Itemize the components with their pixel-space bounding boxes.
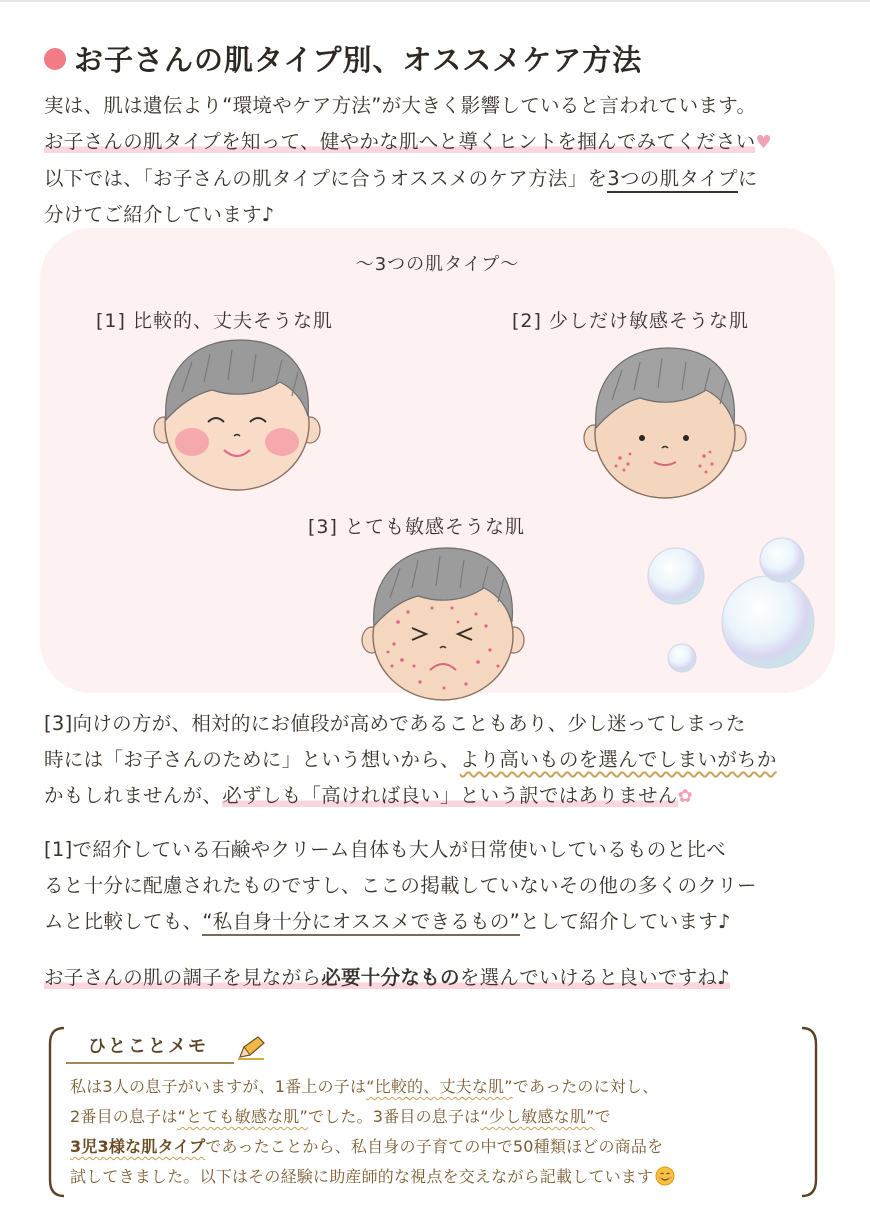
panel-title: ～3つの肌タイプ～ <box>355 254 520 275</box>
paragraph-conclusion <box>44 960 854 996</box>
child-face-sturdy-skin-illustration <box>152 332 322 492</box>
para2-line-1: [1]で紹介している石鹸やクリーム自体も大人が日常使いしているものと比べ <box>44 838 726 861</box>
intro-highlight: お子さんの肌タイプを知って、健やかな肌へと導くヒントを掴んでみてください <box>44 130 756 153</box>
pink-dot-icon <box>44 48 66 70</box>
smile-emoji-icon <box>655 1166 675 1186</box>
para1-line-1: [3]向けの方が、相対的にお値段が高めであることもあり、少し迷ってしまった <box>44 712 746 735</box>
flower-icon: ✿ <box>677 786 693 807</box>
paragraph-price-note <box>44 706 854 815</box>
memo-line-1: 私は3人の息子がいますが、1番上の子は“比較的、丈夫な肌”であったのに対し、 <box>70 1077 659 1096</box>
para1-line-2: 時には「お子さんのために」という想いから、より高いものを選んでしまいがちか <box>44 748 777 771</box>
page-title: お子さんの肌タイプ別、オススメケア方法 <box>74 43 643 77</box>
memo-line-4: 試してきました。以下はその経験に助産師的な視点を交えながら記載しています <box>70 1162 810 1192</box>
skin-type-1-label: [1] 比較的、丈夫そうな肌 <box>96 310 333 332</box>
memo-title: ひとことメモ <box>66 1032 234 1064</box>
pencil-icon <box>236 1035 266 1061</box>
recommend-underline: “私自身十分にオススメできるもの” <box>202 910 520 936</box>
memo-line-3: 3児3様な肌タイプであったことから、私自身の子育ての中で50種類ほどの商品を <box>70 1137 664 1156</box>
not-always-better-highlight: 必ずしも「高ければ良い」という訳ではありません <box>222 784 678 807</box>
three-skin-types-underline: 3つの肌タイプ <box>607 167 738 193</box>
expensive-choice-underline: より高いものを選んでしまいがちか <box>459 748 777 771</box>
para2-line-3: ムと比較しても、“私自身十分にオススメできるもの”として紹介しています♪ <box>44 904 854 940</box>
section-heading <box>44 38 642 79</box>
child-face-slightly-sensitive-skin-illustration <box>580 340 750 500</box>
memo-line-2: 2番目の息子は“とても敏感な肌”でした。3番目の息子は“少し敏感な肌”で <box>70 1107 611 1126</box>
intro-line-3: 以下では、「お子さんの肌タイプに合うオススメのケア方法」を3つの肌タイプに <box>44 161 844 197</box>
para1-line-3: かもしれませんが、必ずしも「高ければ良い」という訳ではありません✿ <box>44 784 693 807</box>
para2-line-2: ると十分に配慮されたものですし、ここの掲載していないその他の多くのクリー <box>44 874 757 897</box>
memo-header <box>66 1032 266 1064</box>
memo-body <box>70 1072 810 1192</box>
skin-types-panel <box>40 228 835 693</box>
heart-icon: ♥ <box>755 132 772 153</box>
skin-type-2-label: [2] 少しだけ敏感そうな肌 <box>512 310 749 332</box>
skin-type-3-label: [3] とても敏感そうな肌 <box>308 516 525 538</box>
memo-box <box>48 1024 818 1200</box>
paragraph-recommendation <box>44 832 854 940</box>
intro-line-2 <box>44 124 844 161</box>
intro-line-1: 実は、肌は遺伝より“環境やケア方法”が大きく影響していると言われています。 <box>44 94 757 117</box>
intro-line-4: 分けてご紹介しています♪ <box>44 203 275 226</box>
para3-line: お子さんの肌の調子を見ながら必要十分なものを選んでいけると良いですね♪ <box>44 966 730 989</box>
sufficient-items-emphasis: 必要十分なもの <box>321 966 460 989</box>
soap-bubbles-illustration <box>640 534 820 684</box>
three-kids-three-types-emphasis: 3児3様な肌タイプ <box>70 1137 206 1156</box>
child-face-very-sensitive-skin-illustration <box>358 542 528 702</box>
intro-text <box>44 88 844 233</box>
